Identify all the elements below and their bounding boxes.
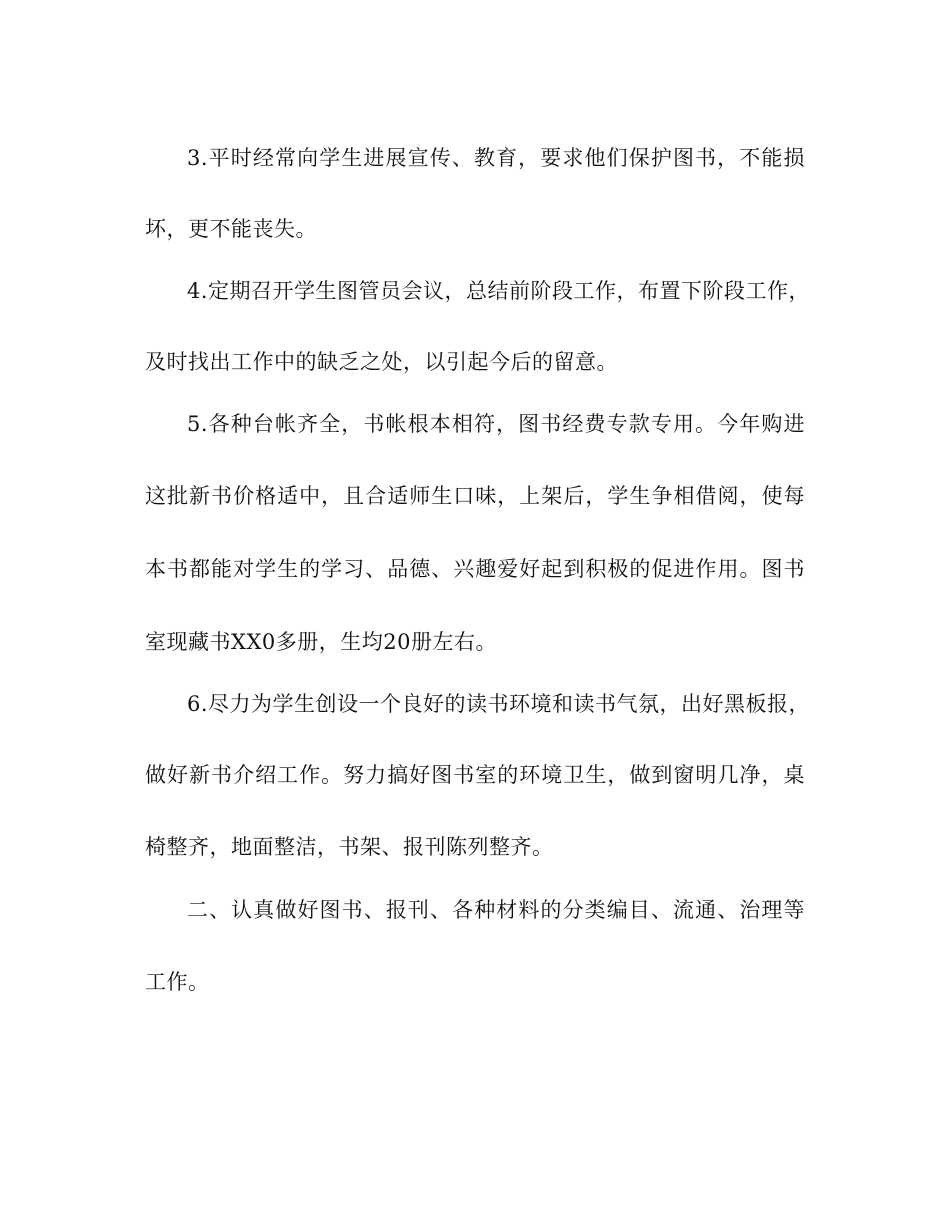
paragraph-5-line-3: 本书都能对学生的学习、品德、兴趣爱好起到积极的促进作用。图书 [145, 557, 805, 581]
section-2-heading-line-1: 二、认真做好图书、报刊、各种材料的分类编目、流通、治理等 [187, 898, 805, 922]
paragraph-4-line-2: 及时找出工作中的缺乏之处，以引起今后的留意。 [145, 350, 618, 374]
paragraph-5-line-1: 5.各种台帐齐全，书帐根本相符，图书经费专款专用。今年购进 [187, 412, 805, 436]
section-2-heading-line-2: 工作。 [145, 970, 210, 994]
paragraph-4-line-1: 4.定期召开学生图管员会议，总结前阶段工作，布置下阶段工作， [187, 279, 811, 303]
paragraph-5-line-2: 这批新书价格适中，且合适师生口味，上架后，学生争相借阅，使每 [145, 484, 805, 508]
paragraph-5-line-4: 室现藏书XX0多册，生均20册左右。 [145, 630, 497, 654]
paragraph-3-line-1: 3.平时经常向学生进展宣传、教育，要求他们保护图书，不能损 [187, 146, 805, 170]
paragraph-6-line-2: 做好新书介绍工作。努力搞好图书室的环境卫生，做到窗明几净，桌 [145, 763, 805, 787]
paragraph-3-line-2: 坏，更不能丧失。 [145, 217, 317, 241]
paragraph-6-line-3: 椅整齐，地面整洁，书架、报刊陈列整齐。 [145, 835, 554, 859]
paragraph-6-line-1: 6.尽力为学生创设一个良好的读书环境和读书气氛，出好黑板报， [187, 692, 811, 716]
